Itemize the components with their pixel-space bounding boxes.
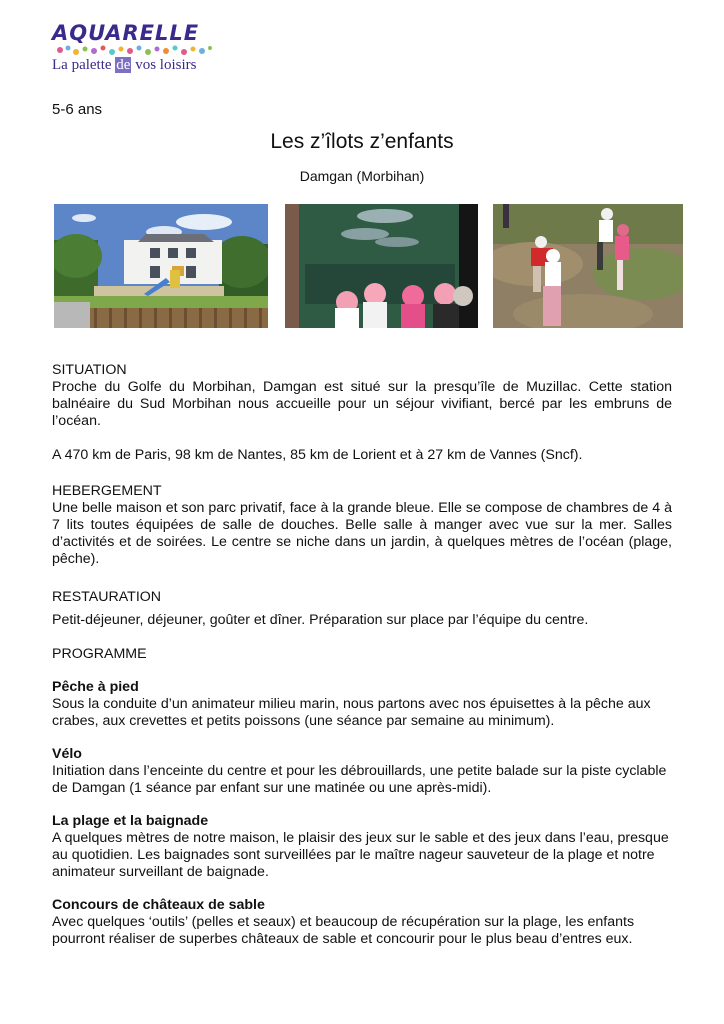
- logo-tagline-end: vos loisirs: [131, 57, 197, 73]
- aquarium-photo: [285, 204, 478, 328]
- page-title: Les z’îlots z’enfants: [270, 130, 454, 153]
- programme-item-text: Avec quelques ‘outils’ (pelles et seaux) et beaucoup de récupération sur la plage, les enfants pourront réaliser de superbes châteaux de sable et concourir pour le plus beau d’entres eux.: [52, 914, 635, 947]
- house-photo: [54, 204, 268, 328]
- location-subtitle: Damgan (Morbihan): [299, 168, 425, 184]
- logo-title: AQUARELLE: [52, 21, 200, 45]
- logo-watercolor-splashes: [54, 43, 214, 57]
- logo-tagline: [52, 56, 196, 74]
- logo-tagline-highlight: de: [116, 57, 131, 73]
- programme-item-text: A quelques mètres de notre maison, le plaisir des jeux sur le sable et des jeux dans l’eau, presque au quotidien. Les baignades sont surveillées par le maître nageur sauveteur de la plage et notre animateur surveillant de baignade.: [52, 830, 669, 880]
- logo-tagline-start: La palette: [52, 57, 116, 73]
- document-body: [52, 362, 672, 948]
- situation-text: Proche du Golfe du Morbihan, Damgan est situé sur la presqu’île de Muzillac. Cette station balnéaire du Sud Morbihan nous accueille pour un séjour vivifiant, bercé par les embruns de l’océan.: [52, 379, 672, 429]
- restauration-text: Petit-déjeuner, déjeuner, goûter et dîner. Préparation sur place par l’équipe du centre.: [52, 612, 589, 628]
- restauration-heading: RESTAURATION: [52, 589, 162, 605]
- hebergement-text: Une belle maison et son parc privatif, face à la grande bleue. Elle se compose de chambres de 4 à 7 lits toutes équipées de salle de douches. Belle salle à manger avec vue sur la mer. Salles d’activités et de soirées. Le centre se niche dans un jardin, à quelques mètres de l’océan (plage, pêche).: [52, 500, 672, 567]
- programme-item-title: La plage et la baignade: [52, 813, 209, 829]
- aquarelle-logo: [52, 22, 222, 74]
- situation-heading: SITUATION: [52, 362, 127, 378]
- age-range: 5-6 ans: [52, 101, 103, 118]
- programme-heading: PROGRAMME: [52, 646, 147, 662]
- programme-item-title: Vélo: [52, 746, 82, 762]
- hebergement-heading: HEBERGEMENT: [52, 483, 162, 499]
- programme-item-title: Pêche à pied: [52, 679, 139, 695]
- rock-fishing-photo: [493, 204, 683, 328]
- programme-item-title: Concours de châteaux de sable: [52, 897, 265, 913]
- programme-item-text: Sous la conduite d’un animateur milieu marin, nous partons avec nos épuisettes à la pêche aux crabes, aux crevettes et petits poissons (une séance par semaine au minimum).: [52, 696, 651, 729]
- programme-item-text: Initiation dans l’enceinte du centre et pour les débrouillards, une petite balade sur la piste cyclable de Damgan (1 séance par enfant sur une matinée ou une après-midi).: [52, 763, 667, 796]
- situation-distances: A 470 km de Paris, 98 km de Nantes, 85 km de Lorient et à 27 km de Vannes (Sncf).: [52, 447, 583, 463]
